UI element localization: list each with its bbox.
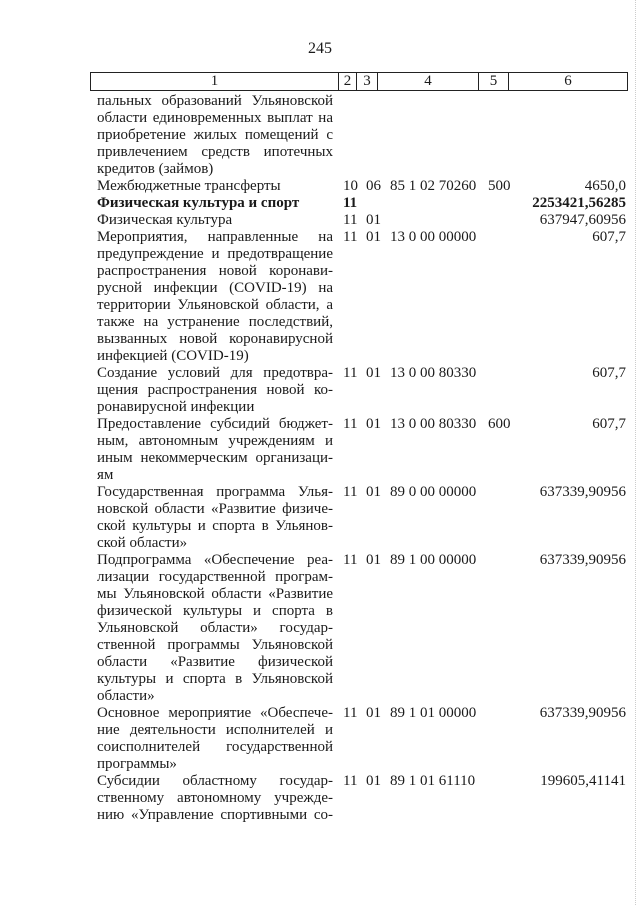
target-article-code: 89 1 00 00000 bbox=[390, 552, 477, 568]
target-article-code bbox=[388, 212, 488, 229]
description-line: кредитов (займов) bbox=[97, 161, 214, 177]
table-row bbox=[97, 212, 628, 229]
description-line: ственной программы Ульяновской bbox=[97, 637, 333, 653]
expense-type-code: 500 bbox=[488, 178, 511, 194]
description-line: ственному автономному учрежде- bbox=[97, 790, 333, 806]
section-code: 11 bbox=[343, 365, 358, 381]
row-description bbox=[97, 229, 333, 365]
description-line: Государственная программа Улья- bbox=[97, 484, 333, 500]
row-description bbox=[97, 552, 333, 705]
description-line: области «Развитие физической bbox=[97, 654, 333, 670]
amount: 2253421,56285 bbox=[532, 195, 626, 211]
expense-type-code bbox=[488, 773, 518, 824]
table-row bbox=[97, 416, 628, 484]
description-line: Создание условий для предотвра- bbox=[97, 365, 333, 381]
expense-type-code bbox=[488, 212, 518, 229]
description-line: программы» bbox=[97, 756, 177, 772]
subsection-code: 01 bbox=[366, 212, 381, 228]
section-code bbox=[333, 93, 366, 178]
target-article-code bbox=[388, 93, 488, 178]
subsection-code: 06 bbox=[366, 178, 381, 194]
expense-type-code bbox=[488, 552, 518, 705]
target-article-code: 85 1 02 70260 bbox=[390, 178, 477, 194]
description-line: ской области» bbox=[97, 535, 188, 551]
expense-type-code bbox=[488, 229, 518, 365]
description-line: культуры и спорта в Ульяновской bbox=[97, 671, 333, 687]
target-article-code: 13 0 00 80330 bbox=[390, 365, 477, 381]
description-line: Субсидии областному государ- bbox=[97, 773, 333, 789]
section-code: 11 bbox=[343, 484, 358, 500]
subsection-code: 01 bbox=[366, 705, 381, 721]
table-row bbox=[97, 705, 628, 773]
description-line: мы Ульяновской области «Развитие bbox=[97, 586, 333, 602]
description-line: вызванных новой коронавирусной bbox=[97, 331, 333, 347]
row-description bbox=[97, 212, 333, 229]
description-line: Ульяновской области» государ- bbox=[97, 620, 333, 636]
description-line: привлечением средств ипотечных bbox=[97, 144, 333, 160]
description-line: приобретение жилых помещений с bbox=[97, 127, 333, 143]
expense-type-code: 600 bbox=[488, 416, 511, 432]
description-line: соисполнителей государственной bbox=[97, 739, 333, 755]
description-line: области единовременных выплат на bbox=[97, 110, 333, 126]
subsection-code bbox=[366, 93, 388, 178]
page-number: 245 bbox=[308, 40, 332, 57]
amount: 637339,90956 bbox=[539, 705, 626, 721]
row-description bbox=[97, 773, 333, 824]
section-code: 11 bbox=[343, 229, 358, 245]
section-code: 11 bbox=[343, 416, 358, 432]
header-col-4: 4 bbox=[378, 73, 479, 90]
description-line: ронавирусной инфекции bbox=[97, 399, 255, 415]
table-row bbox=[97, 93, 628, 178]
scan-edge bbox=[635, 0, 636, 905]
amount: 607,7 bbox=[592, 229, 626, 245]
subsection-code: 01 bbox=[366, 484, 381, 500]
header-col-3: 3 bbox=[357, 73, 378, 90]
amount bbox=[518, 93, 628, 178]
description-line: физической культуры и спорта в bbox=[97, 603, 333, 619]
target-article-code: 89 1 01 00000 bbox=[390, 705, 477, 721]
description-line: Основное мероприятие «Обеспече- bbox=[97, 705, 333, 721]
table-row bbox=[97, 195, 628, 212]
description-line: ской культуры и спорта в Ульянов- bbox=[97, 518, 333, 534]
section-code: 11 bbox=[343, 212, 358, 228]
section-code: 10 bbox=[343, 178, 358, 194]
description-line: Межбюджетные трансферты bbox=[97, 178, 281, 194]
description-line: распространения новой коронави- bbox=[97, 263, 333, 279]
description-line: ям bbox=[97, 467, 114, 483]
amount: 4650,0 bbox=[584, 178, 626, 194]
description-line: предупреждение и предотвращение bbox=[97, 246, 333, 262]
subsection-code: 01 bbox=[366, 416, 381, 432]
description-line: ным, автономным учреждениям и bbox=[97, 433, 333, 449]
description-line: также на устранение последствий, bbox=[97, 314, 333, 330]
table-row bbox=[97, 229, 628, 365]
row-description bbox=[97, 484, 333, 552]
description-line: области» bbox=[97, 688, 155, 704]
description-line: территории Ульяновской области, а bbox=[97, 297, 333, 313]
row-description bbox=[97, 416, 333, 484]
subsection-code: 01 bbox=[366, 365, 381, 381]
header-col-2: 2 bbox=[339, 73, 357, 90]
section-code: 11 bbox=[343, 773, 358, 789]
expense-type-code bbox=[488, 484, 518, 552]
description-line: инфекцией (COVID-19) bbox=[97, 348, 249, 364]
row-description bbox=[97, 365, 333, 416]
target-article-code bbox=[388, 195, 488, 212]
expense-type-code bbox=[488, 365, 518, 416]
table-row bbox=[97, 773, 628, 824]
section-code: 11 bbox=[343, 195, 358, 211]
section-code: 11 bbox=[343, 705, 358, 721]
subsection-code: 01 bbox=[366, 773, 381, 789]
description-line: Предоставление субсидий бюджет- bbox=[97, 416, 333, 432]
table-row bbox=[97, 365, 628, 416]
table-row bbox=[97, 178, 628, 195]
amount: 607,7 bbox=[592, 365, 626, 381]
header-col-6: 6 bbox=[564, 73, 572, 89]
section-code: 11 bbox=[343, 552, 358, 568]
amount: 637947,60956 bbox=[539, 212, 626, 228]
description-line: ние деятельности исполнителей и bbox=[97, 722, 333, 738]
row-description bbox=[97, 178, 333, 195]
description-line: щения распространения новой ко- bbox=[97, 382, 333, 398]
subsection-code: 01 bbox=[366, 552, 381, 568]
description-line: лизации государственной програм- bbox=[97, 569, 333, 585]
row-description bbox=[97, 195, 333, 212]
amount: 199605,41141 bbox=[540, 773, 626, 789]
description-line: Физическая культура и спорт bbox=[97, 195, 300, 211]
subsection-code bbox=[366, 195, 388, 212]
target-article-code: 89 1 01 61110 bbox=[390, 773, 476, 789]
description-line: пальных образований Ульяновской bbox=[97, 93, 333, 109]
subsection-code: 01 bbox=[366, 229, 381, 245]
table-header bbox=[90, 72, 628, 91]
target-article-code: 13 0 00 80330 bbox=[390, 416, 477, 432]
description-line: Подпрограмма «Обеспечение реа- bbox=[97, 552, 333, 568]
description-line: Физическая культура bbox=[97, 212, 233, 228]
header-col-1: 1 bbox=[91, 73, 339, 90]
target-article-code: 89 0 00 00000 bbox=[390, 484, 477, 500]
table-row bbox=[97, 552, 628, 705]
target-article-code: 13 0 00 00000 bbox=[390, 229, 477, 245]
amount: 637339,90956 bbox=[539, 552, 626, 568]
description-line: Мероприятия, направленные на bbox=[97, 229, 333, 245]
expense-type-code bbox=[488, 93, 518, 178]
header-col-5: 5 bbox=[479, 73, 509, 90]
description-line: нию «Управление спортивными со- bbox=[97, 807, 333, 823]
expense-type-code bbox=[488, 195, 518, 212]
row-description bbox=[97, 93, 333, 178]
description-line: иным некоммерческим организаци- bbox=[97, 450, 333, 466]
amount: 637339,90956 bbox=[539, 484, 626, 500]
amount: 607,7 bbox=[592, 416, 626, 432]
description-line: русной инфекции (COVID-19) на bbox=[97, 280, 333, 296]
expense-type-code bbox=[488, 705, 518, 773]
table-row bbox=[97, 484, 628, 552]
row-description bbox=[97, 705, 333, 773]
description-line: новской области «Развитие физиче- bbox=[97, 501, 333, 517]
table-body bbox=[97, 93, 628, 824]
